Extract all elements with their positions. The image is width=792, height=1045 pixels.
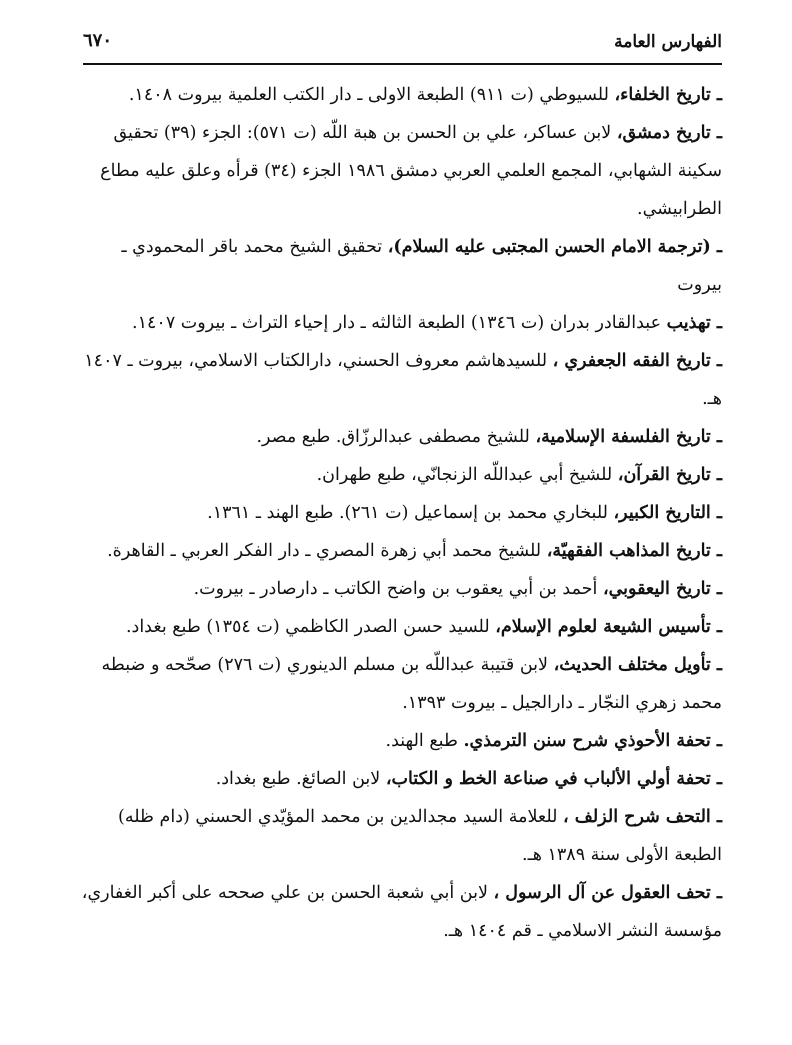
entry-body: للشيخ أبي عبداللّه الزنجانّي، طبع طهران. — [316, 465, 618, 485]
bibliography-entry — [80, 228, 722, 304]
entry-title: ـ تاريخ المذاهب الفقهيّة، — [546, 541, 722, 561]
entry-title: ـ تاريخ الفقه الجعفري ، — [552, 351, 722, 371]
entry-title: ـ تاريخ الفلسفة الإسلامية، — [535, 427, 722, 447]
entry-body: تحقيق الشيخ محمد باقر المحمودي ـ بيروت — [121, 237, 722, 295]
page-number: ٦٧٠ — [83, 30, 113, 51]
entry-title: ـ تحفة الأحوذي شرح سنن الترمذي. — [463, 731, 722, 751]
entry-title: ـ التاريخ الكبير، — [613, 503, 722, 523]
entry-body: للعلامة السيد مجدالدين بن محمد المؤيّدي الحسني (دام ظله) الطبعة الأولى سنة ١٣٨٩ هـ. — [118, 807, 722, 865]
entry-title: ـ تاريخ اليعقوبي، — [602, 579, 722, 599]
entry-body: لابن قتيبة عبداللّه بن مسلم الدينوري (ت ٢٧٦) صحّحه و ضبطه محمد زهري النجّار ـ دارالجيل ـ بيروت ١٣٩٣. — [101, 655, 722, 713]
entry-body: أحمد بن أبي يعقوب بن واضح الكاتب ـ دارصادر ـ بيروت. — [193, 579, 603, 599]
running-title: الفهارس العامة — [614, 32, 722, 52]
bibliography-entry — [80, 532, 722, 570]
bibliography-entry — [80, 608, 722, 646]
bibliography-entry — [80, 722, 722, 760]
bibliography-entry — [80, 494, 722, 532]
bibliography-list — [80, 76, 722, 950]
bibliography-entry — [80, 418, 722, 456]
bibliography-entry — [80, 342, 722, 418]
entry-title: ـ تحفة أولي الألباب في صناعة الخط و الكتاب، — [385, 769, 722, 789]
bibliography-entry — [80, 570, 722, 608]
entry-body: للسيد حسن الصدر الكاظمي (ت ١٣٥٤) طبع بغداد. — [125, 617, 496, 637]
entry-title: ـ تأويل مختلف الحديث، — [553, 655, 722, 675]
bibliography-entry — [80, 304, 722, 342]
entry-title: ـ تاريخ الخلفاء، — [614, 85, 722, 105]
bibliography-entry — [80, 798, 722, 874]
entry-title: ـ (ترجمة الامام الحسن المجتبى عليه السلام)، — [387, 237, 722, 257]
page-header — [83, 24, 722, 64]
entry-body: عبدالقادر بدران (ت ١٣٤٦) الطبعة الثالثه ـ دار إحياء التراث ـ بيروت ١٤٠٧. — [132, 313, 667, 333]
bibliography-entry — [80, 874, 722, 950]
entry-body: للشيخ محمد أبي زهرة المصري ـ دار الفكر العربي ـ القاهرة. — [107, 541, 547, 561]
entry-body: للسيدهاشم معروف الحسني، دارالكتاب الاسلامي، بيروت ـ ١٤٠٧ هـ. — [84, 351, 722, 409]
entry-body: لابن الصائغ. طبع بغداد. — [215, 769, 386, 789]
bibliography-entry — [80, 76, 722, 114]
entry-body: لابن أبي شعبة الحسن بن علي صححه على أكبر الغفاري، مؤسسة النشر الاسلامي ـ قم ١٤٠٤ هـ. — [81, 883, 722, 941]
entry-title: ـ تأسيس الشيعة لعلوم الإسلام، — [495, 617, 722, 637]
header-rule — [83, 63, 722, 65]
entry-title: ـ تهذيب — [666, 313, 722, 333]
entry-body: للبخاري محمد بن إسماعيل (ت ٢٦١). طبع الهند ـ ١٣٦١. — [207, 503, 614, 523]
bibliography-entry — [80, 760, 722, 798]
entry-title: ـ تحف العقول عن آل الرسول ، — [493, 883, 722, 903]
entry-title: ـ التحف شرح الزلف ، — [563, 807, 722, 827]
entry-body: طبع الهند. — [385, 731, 464, 751]
bibliography-entry — [80, 456, 722, 494]
entry-title: ـ تاريخ القرآن، — [617, 465, 722, 485]
entry-title: ـ تاريخ دمشق، — [616, 123, 722, 143]
entry-body: لابن عساكر، علي بن الحسن بن هبة اللّه (ت ٥٧١): الجزء (٣٩) تحقيق سكينة الشهابي، المجمع العلمي العربي دمشق ١٩٨٦ الجزء (٣٤) قرأه وعلق عليه مطاع الطرابيشي. — [100, 123, 722, 219]
bibliography-entry — [80, 114, 722, 228]
bibliography-entry — [80, 646, 722, 722]
entry-body: للشيخ مصطفى عبدالرزّاق. طبع مصر. — [256, 427, 536, 447]
entry-body: للسيوطي (ت ٩١١) الطبعة الاولى ـ دار الكتب العلمية بيروت ١٤٠٨. — [128, 85, 615, 105]
